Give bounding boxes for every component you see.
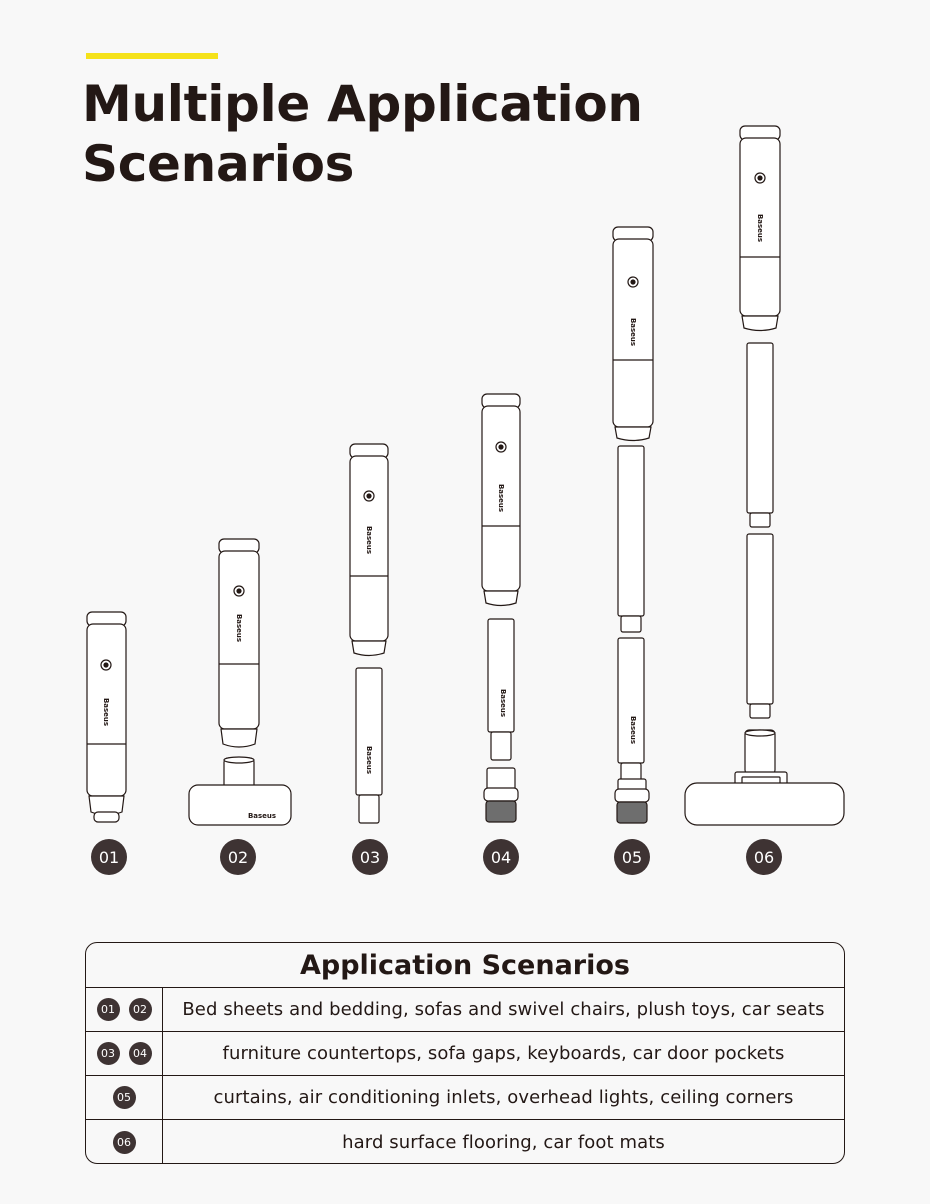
badge-04-label: 04 bbox=[490, 848, 512, 867]
row-text: furniture countertops, sofa gaps, keyboards, car door pockets bbox=[222, 1043, 785, 1064]
table-row bbox=[86, 1032, 844, 1076]
row-badges bbox=[86, 1076, 163, 1119]
title-line-2: Scenarios bbox=[82, 135, 355, 193]
table-row bbox=[86, 988, 844, 1032]
badge-02-label: 02 bbox=[227, 848, 249, 867]
title-line-1: Multiple Application bbox=[82, 75, 643, 133]
product-02-vacuum bbox=[189, 539, 291, 825]
product-01-brand: Baseus bbox=[102, 697, 110, 727]
badge-05-label: 05 bbox=[621, 848, 643, 867]
table-title: Application Scenarios bbox=[86, 943, 844, 988]
badge-06-label: 06 bbox=[753, 848, 775, 867]
mini-badge: 06 bbox=[113, 1131, 136, 1154]
product-01-vacuum bbox=[87, 612, 126, 822]
mini-badge: 04 bbox=[129, 1042, 152, 1065]
product-04-tube-brand: Baseus bbox=[499, 688, 507, 718]
row-text: curtains, air conditioning inlets, overhead lights, ceiling corners bbox=[213, 1087, 794, 1108]
product-05-brand: Baseus bbox=[629, 317, 637, 347]
product-03-vacuum bbox=[350, 444, 388, 823]
product-04-vacuum bbox=[482, 394, 520, 822]
number-badges bbox=[91, 839, 782, 875]
row-text: Bed sheets and bedding, sofas and swivel chairs, plush toys, car seats bbox=[182, 999, 825, 1020]
badge-03-label: 03 bbox=[359, 848, 381, 867]
product-03-tube-brand: Baseus bbox=[365, 745, 373, 775]
row-badges bbox=[86, 1120, 163, 1164]
mini-badge: 03 bbox=[97, 1042, 120, 1065]
row-badges bbox=[86, 1032, 163, 1075]
product-06-brand: Baseus bbox=[756, 213, 764, 243]
table-row bbox=[86, 1076, 844, 1120]
mini-badge: 01 bbox=[97, 998, 120, 1021]
product-02-brand: Baseus bbox=[235, 613, 243, 643]
mini-badge: 05 bbox=[113, 1086, 136, 1109]
mini-badge: 02 bbox=[129, 998, 152, 1021]
product-06-vacuum bbox=[685, 126, 844, 825]
row-badges bbox=[86, 988, 163, 1031]
product-02-nozzle-brand: Baseus bbox=[247, 812, 277, 820]
product-05-vacuum bbox=[613, 227, 653, 823]
row-text: hard surface flooring, car foot mats bbox=[342, 1131, 665, 1153]
product-04-brand: Baseus bbox=[497, 483, 505, 513]
table-row bbox=[86, 1120, 844, 1164]
product-05-tube-brand: Baseus bbox=[629, 715, 637, 745]
badge-01-label: 01 bbox=[98, 848, 120, 867]
scenarios-table bbox=[85, 942, 845, 1164]
product-03-brand: Baseus bbox=[365, 525, 373, 555]
